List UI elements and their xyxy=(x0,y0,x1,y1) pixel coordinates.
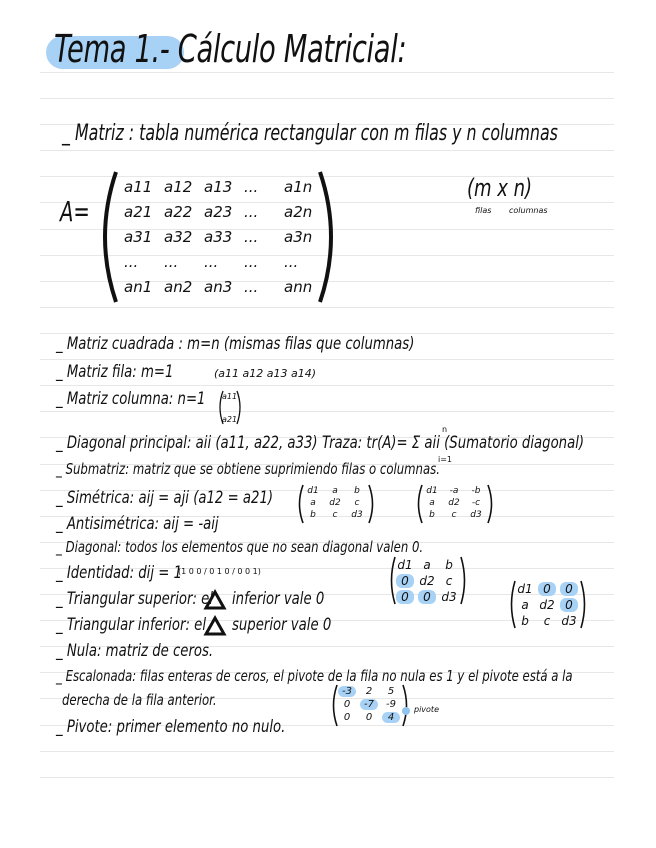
example-cell: -c xyxy=(471,498,481,508)
columna-example-bottom: a21 xyxy=(222,415,238,424)
example-cell: d1 xyxy=(517,582,533,596)
ruled-line xyxy=(40,150,614,151)
example-cell: d2 xyxy=(539,598,555,612)
dims-cols-label: columnas xyxy=(509,206,548,215)
traza-sub: i=1 xyxy=(438,455,453,464)
item-diagonal: _ Diagonal principal: aii (a11, a22, a33) xyxy=(56,433,318,453)
matrix-left-paren xyxy=(100,170,120,305)
example-cell: -a xyxy=(449,486,459,496)
item-pivote: _ Pivote: primer elemento no nulo. xyxy=(56,717,286,737)
item-nula: _ Nula: matriz de ceros. xyxy=(56,641,214,661)
matrix-cell: ... xyxy=(284,253,299,271)
matrix-cell: a11 xyxy=(124,178,153,196)
example-cell: d2 xyxy=(419,574,435,588)
matrix-cell: ... xyxy=(244,203,259,221)
ruled-line xyxy=(40,307,614,308)
tri-superior-end: inferior vale 0 xyxy=(232,589,325,609)
matrix-cell: a2n xyxy=(284,203,313,221)
item-tri-inferior: _ Triangular inferior: el xyxy=(56,615,207,635)
item-submatriz: _ Submatriz: matriz que se obtiene suprimiendo filas o columnas. xyxy=(56,460,440,478)
matrix-cell: ... xyxy=(204,253,219,271)
matrix-cell: an2 xyxy=(164,278,193,296)
matrix-cell: an3 xyxy=(204,278,233,296)
example-cell: b xyxy=(445,558,453,572)
example-cell: a xyxy=(332,486,338,496)
item-fila: _ Matriz fila: m=1 xyxy=(56,362,174,382)
example-cell: 5 xyxy=(387,686,395,697)
item-cuadrada: _ Matriz cuadrada : m=n (mismas filas que columnas) xyxy=(56,334,415,354)
antisimetrica-example xyxy=(415,486,493,520)
matrix-cell: ... xyxy=(244,253,259,271)
traza-sup: n xyxy=(442,425,448,434)
matrix-cell: a31 xyxy=(124,228,153,246)
matrix-cell: ... xyxy=(124,253,139,271)
example-cell: b xyxy=(521,614,529,628)
ruled-line xyxy=(40,72,614,73)
identidad-example: (1 0 0 / 0 1 0 / 0 0 1) xyxy=(178,567,261,576)
example-cell: a xyxy=(423,558,431,572)
example-cell: a xyxy=(429,498,435,508)
example-cell: d3 xyxy=(561,614,577,628)
columna-example-top: a11 xyxy=(222,392,238,401)
example-right-paren xyxy=(578,580,588,629)
example-cell: d2 xyxy=(329,498,341,508)
example-cell: d1 xyxy=(307,486,319,496)
item-escalonada-2: derecha de la fila anterior. xyxy=(62,691,217,709)
example-cell: c xyxy=(332,510,338,520)
matrix-cell: a1n xyxy=(284,178,313,196)
example-right-paren xyxy=(485,484,495,524)
matrix-cell: a22 xyxy=(164,203,193,221)
example-cell: d2 xyxy=(448,498,460,508)
pivote-legend-dot xyxy=(402,707,410,715)
matrix-dimensions: (m x n) xyxy=(467,174,533,202)
example-cell: 2 xyxy=(365,686,373,697)
matrix-cell: a33 xyxy=(204,228,233,246)
example-cell: -7 xyxy=(360,699,378,710)
example-cell: d3 xyxy=(351,510,363,520)
matrix-cell: an1 xyxy=(124,278,153,296)
matrix-cell: a3n xyxy=(284,228,313,246)
item-antisimetrica: _ Antisimétrica: aij = -aij xyxy=(56,514,219,534)
example-cell: 0 xyxy=(343,699,351,710)
example-cell: 4 xyxy=(382,712,400,723)
matrix-cell: ann xyxy=(284,278,313,296)
triangle-icon-superior xyxy=(204,590,226,610)
example-cell: -b xyxy=(471,486,481,496)
item-diagonal-def: _ Diagonal: todos los elementos que no sean diagonal valen 0. xyxy=(56,538,424,556)
ruled-line xyxy=(40,98,614,99)
tri-inferior-end: superior vale 0 xyxy=(232,615,332,635)
ruled-line xyxy=(40,751,614,752)
item-identidad: _ Identidad: dij = 1 xyxy=(56,563,183,583)
matrix-cell: a21 xyxy=(124,203,153,221)
example-right-paren xyxy=(458,556,468,605)
item-tri-superior: _ Triangular superior: el xyxy=(56,589,213,609)
example-cell: 0 xyxy=(343,712,351,723)
tri-inferior-example xyxy=(508,582,586,628)
simetrica-example xyxy=(296,486,374,520)
tri-superior-example xyxy=(388,558,466,604)
fila-example: (a11 a12 a13 a14) xyxy=(214,367,317,380)
example-cell: -3 xyxy=(338,686,356,697)
matriz-definition: _ Matriz : tabla numérica rectangular con m filas y n columnas xyxy=(62,121,558,146)
matrix-cell: a32 xyxy=(164,228,193,246)
ruled-line xyxy=(40,411,614,412)
example-cell: 0 xyxy=(365,712,373,723)
matrix-cell: a13 xyxy=(204,178,233,196)
example-cell: b xyxy=(354,486,360,496)
example-cell: a xyxy=(521,598,529,612)
example-cell: 0 xyxy=(538,582,556,596)
ruled-line xyxy=(40,359,614,360)
matrix-cell: a23 xyxy=(204,203,233,221)
example-cell: 0 xyxy=(396,574,414,588)
item-simetrica: _ Simétrica: aij = aji (a12 = a21) xyxy=(56,488,274,508)
general-matrix xyxy=(124,178,314,296)
page-title: Tema 1.- Cálculo Matricial: xyxy=(54,27,407,71)
example-cell: b xyxy=(429,510,435,520)
matrix-cell: a12 xyxy=(164,178,193,196)
matrix-cell: ... xyxy=(244,278,259,296)
example-right-paren xyxy=(400,684,410,727)
example-cell: 0 xyxy=(396,590,414,604)
example-cell: b xyxy=(310,510,316,520)
ruled-line xyxy=(40,385,614,386)
example-cell: d1 xyxy=(397,558,413,572)
example-cell: a xyxy=(310,498,316,508)
example-cell: c xyxy=(445,574,453,588)
triangle-icon-inferior xyxy=(204,616,226,636)
example-cell: 0 xyxy=(418,590,436,604)
example-cell: 0 xyxy=(560,598,578,612)
example-cell: d3 xyxy=(470,510,482,520)
columna-paren xyxy=(218,390,244,426)
example-cell: 0 xyxy=(560,582,578,596)
example-right-paren xyxy=(366,484,376,524)
pivote-legend-label: pivote xyxy=(414,705,439,714)
item-columna: _ Matriz columna: n=1 xyxy=(56,389,206,409)
dims-rows-label: filas xyxy=(475,206,492,215)
example-cell: c xyxy=(543,614,551,628)
example-cell: c xyxy=(354,498,360,508)
escalonada-example xyxy=(330,686,408,723)
example-cell: c xyxy=(451,510,457,520)
item-traza: Traza: tr(A)= Σ aii (Sumatorio diagonal) xyxy=(322,433,585,453)
matrix-cell: ... xyxy=(164,253,179,271)
example-cell: d1 xyxy=(426,486,438,496)
example-cell: -9 xyxy=(386,699,396,710)
ruled-line xyxy=(40,777,614,778)
matrix-cell: ... xyxy=(244,228,259,246)
example-cell: d3 xyxy=(441,590,457,604)
item-escalonada-1: _ Escalonada: filas enteras de ceros, el pivote de la fila no nula es 1 y el pivote está a la xyxy=(56,667,573,685)
matrix-cell: ... xyxy=(244,178,259,196)
matrix-lhs: A= xyxy=(60,195,90,228)
